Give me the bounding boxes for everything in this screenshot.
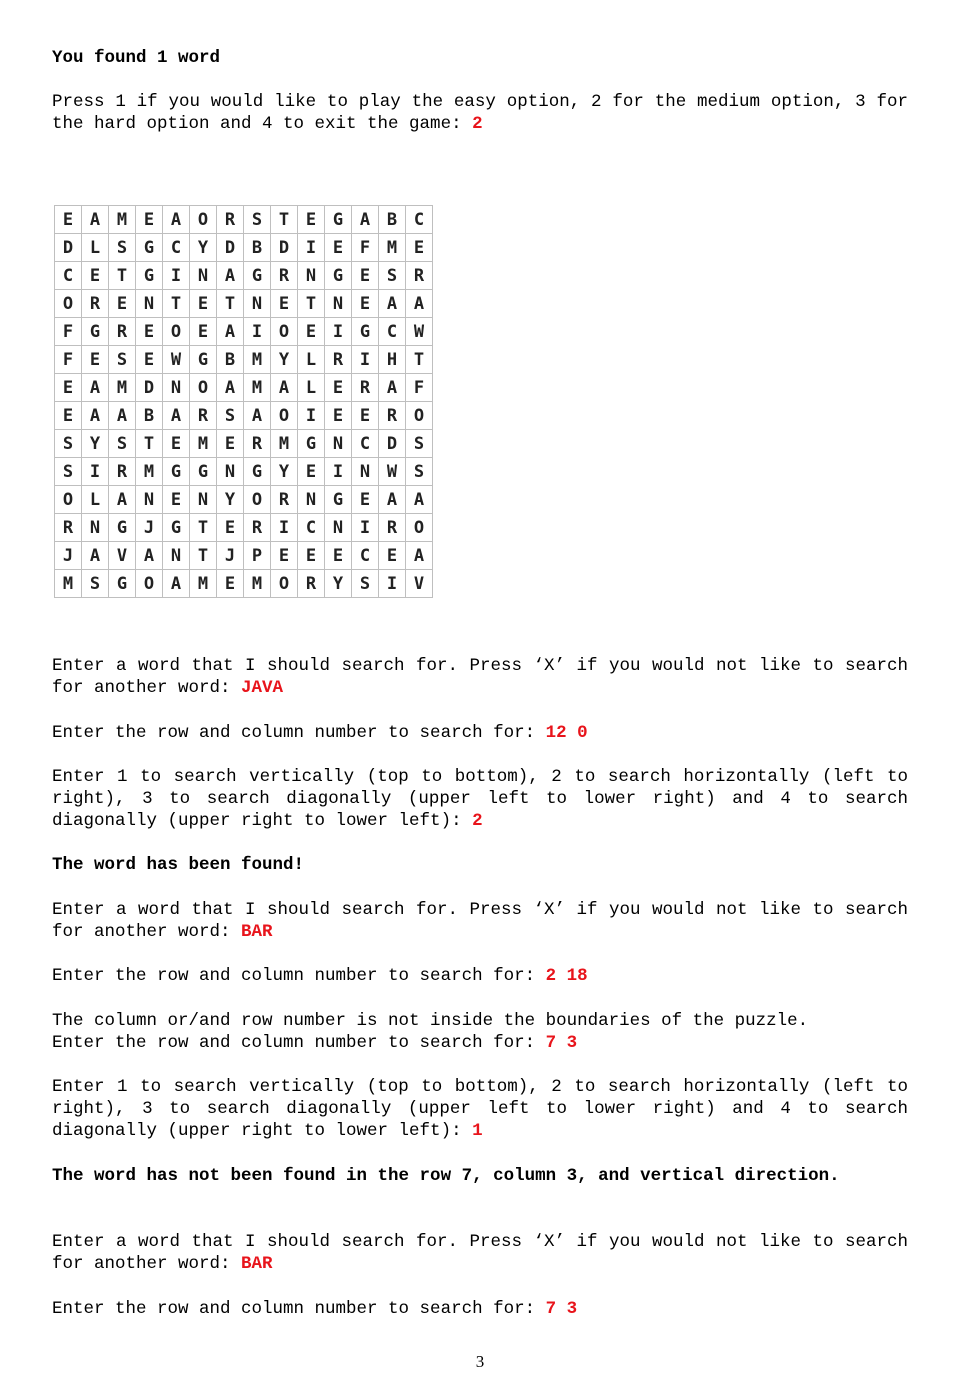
grid-cell: A: [406, 486, 433, 514]
grid-cell: S: [109, 346, 136, 374]
grid-cell: E: [55, 374, 82, 402]
grid-cell: J: [217, 542, 244, 570]
grid-cell: E: [190, 318, 217, 346]
grid-cell: S: [82, 570, 109, 598]
grid-cell: A: [163, 402, 190, 430]
grid-cell: O: [136, 570, 163, 598]
grid-cell: E: [406, 234, 433, 262]
rowcol-prompt-text: Enter the row and column number to search for:: [52, 1299, 546, 1319]
grid-cell: R: [325, 346, 352, 374]
grid-cell: G: [352, 318, 379, 346]
grid-cell: Y: [325, 570, 352, 598]
grid-cell: M: [136, 458, 163, 486]
grid-cell: Y: [190, 234, 217, 262]
grid-cell: N: [217, 458, 244, 486]
grid-cell: G: [163, 514, 190, 542]
grid-cell: S: [217, 402, 244, 430]
grid-cell: L: [82, 234, 109, 262]
direction-answer-2: 1: [472, 1121, 483, 1141]
grid-cell: E: [217, 514, 244, 542]
not-found-message: The word has not been found in the row 7, column 3, and vertical direction.: [52, 1166, 840, 1186]
grid-cell: Y: [82, 430, 109, 458]
grid-cell: Y: [271, 458, 298, 486]
grid-cell: R: [271, 262, 298, 290]
grid-cell: A: [163, 570, 190, 598]
grid-cell: S: [406, 458, 433, 486]
grid-cell: F: [55, 318, 82, 346]
grid-cell: N: [136, 290, 163, 318]
grid-cell: S: [55, 458, 82, 486]
direction-prompt-2: [52, 1076, 908, 1142]
grid-cell: G: [325, 486, 352, 514]
grid-cell: Y: [217, 486, 244, 514]
grid-cell: M: [244, 346, 271, 374]
grid-cell: R: [244, 514, 271, 542]
grid-cell: I: [271, 514, 298, 542]
grid-cell: O: [406, 402, 433, 430]
grid-cell: R: [271, 486, 298, 514]
page-number: 3: [475, 1352, 485, 1371]
grid-cell: N: [352, 458, 379, 486]
grid-row: [55, 374, 433, 402]
grid-cell: N: [298, 486, 325, 514]
menu-answer: 2: [472, 114, 483, 134]
grid-cell: E: [109, 290, 136, 318]
grid-cell: E: [217, 570, 244, 598]
grid-cell: E: [325, 374, 352, 402]
word-prompt-1: [52, 655, 908, 699]
grid-cell: A: [406, 290, 433, 318]
grid-cell: A: [379, 290, 406, 318]
grid-cell: S: [55, 430, 82, 458]
word-prompt-text: Enter a word that I should search for. Press ‘X’ if you would not like to search for another word:: [52, 900, 908, 942]
grid-cell: O: [244, 486, 271, 514]
grid-cell: G: [136, 234, 163, 262]
grid-cell: R: [379, 402, 406, 430]
grid-cell: E: [136, 346, 163, 374]
grid-row: [55, 262, 433, 290]
grid-cell: G: [163, 458, 190, 486]
grid-cell: I: [298, 402, 325, 430]
grid-cell: A: [379, 374, 406, 402]
grid-cell: A: [244, 402, 271, 430]
grid-cell: I: [325, 458, 352, 486]
grid-cell: R: [190, 402, 217, 430]
rowcol-prompt-4: [52, 1298, 908, 1320]
grid-cell: G: [190, 346, 217, 374]
grid-row: [55, 346, 433, 374]
grid-cell: E: [190, 290, 217, 318]
grid-cell: W: [163, 346, 190, 374]
rowcol-prompt-3: [52, 1032, 908, 1054]
found-count: You found 1 word: [52, 48, 221, 68]
grid-row: [55, 570, 433, 598]
grid-cell: N: [325, 514, 352, 542]
grid-cell: R: [406, 262, 433, 290]
grid-cell: L: [298, 346, 325, 374]
grid-cell: I: [244, 318, 271, 346]
grid-cell: E: [325, 542, 352, 570]
grid-row: [55, 402, 433, 430]
grid-cell: M: [190, 570, 217, 598]
grid-cell: T: [109, 262, 136, 290]
grid-cell: R: [109, 458, 136, 486]
grid-cell: S: [379, 262, 406, 290]
grid-cell: E: [352, 262, 379, 290]
grid-cell: O: [406, 514, 433, 542]
grid-cell: A: [109, 402, 136, 430]
grid-cell: W: [379, 458, 406, 486]
rowcol-answer-3: 7 3: [545, 1033, 578, 1053]
word-answer-2: BAR: [241, 922, 273, 942]
grid-cell: E: [352, 402, 379, 430]
rowcol-answer-2: 2 18: [545, 966, 588, 986]
grid-cell: O: [271, 402, 298, 430]
grid-cell: A: [82, 374, 109, 402]
grid-cell: R: [82, 290, 109, 318]
grid-cell: R: [109, 318, 136, 346]
grid-cell: E: [298, 542, 325, 570]
word-prompt-text: Enter a word that I should search for. Press ‘X’ if you would not like to search for another word:: [52, 656, 908, 698]
out-of-bounds-message: The column or/and row number is not inside the boundaries of the puzzle.: [52, 1011, 809, 1031]
grid-cell: E: [55, 402, 82, 430]
grid-cell: E: [136, 206, 163, 234]
grid-cell: G: [190, 458, 217, 486]
grid-cell: T: [163, 290, 190, 318]
grid-cell: G: [298, 430, 325, 458]
grid-cell: A: [406, 542, 433, 570]
grid-cell: T: [190, 542, 217, 570]
grid-cell: M: [55, 570, 82, 598]
grid-cell: C: [352, 430, 379, 458]
grid-cell: N: [298, 262, 325, 290]
out-of-bounds-block: [52, 1010, 908, 1054]
grid-cell: H: [379, 346, 406, 374]
grid-cell: R: [55, 514, 82, 542]
grid-cell: O: [190, 374, 217, 402]
rowcol-prompt-text: Enter the row and column number to search for:: [52, 966, 546, 986]
rowcol-prompt-text: Enter the row and column number to search for:: [52, 723, 546, 743]
rowcol-answer-4: 7 3: [545, 1299, 578, 1319]
grid-row: [55, 542, 433, 570]
grid-cell: N: [190, 486, 217, 514]
grid-cell: T: [271, 206, 298, 234]
grid-cell: L: [298, 374, 325, 402]
grid-cell: E: [271, 290, 298, 318]
grid-cell: E: [352, 290, 379, 318]
direction-answer-1: 2: [472, 811, 483, 831]
menu-prompt-text: Press 1 if you would like to play the easy option, 2 for the medium option, 3 for the hard option and 4 to exit the game:: [52, 92, 908, 134]
grid-cell: E: [298, 458, 325, 486]
grid-cell: R: [298, 570, 325, 598]
grid-cell: G: [325, 206, 352, 234]
grid-row: [55, 234, 433, 262]
grid-cell: D: [217, 234, 244, 262]
grid-cell: S: [406, 430, 433, 458]
grid-cell: S: [244, 206, 271, 234]
grid-cell: E: [298, 318, 325, 346]
grid-cell: O: [55, 486, 82, 514]
grid-cell: C: [55, 262, 82, 290]
grid-cell: R: [217, 206, 244, 234]
grid-cell: M: [379, 234, 406, 262]
grid-cell: W: [406, 318, 433, 346]
grid-cell: C: [163, 234, 190, 262]
grid-cell: S: [352, 570, 379, 598]
grid-row: [55, 206, 433, 234]
grid-cell: R: [352, 374, 379, 402]
grid-cell: E: [163, 430, 190, 458]
grid-cell: V: [109, 542, 136, 570]
grid-cell: C: [379, 318, 406, 346]
word-prompt-2: [52, 899, 908, 943]
grid-cell: M: [271, 430, 298, 458]
grid-cell: M: [244, 374, 271, 402]
rowcol-prompt-2: [52, 965, 908, 987]
grid-cell: G: [244, 458, 271, 486]
grid-cell: E: [325, 234, 352, 262]
grid-cell: E: [55, 206, 82, 234]
grid-cell: G: [109, 570, 136, 598]
grid-cell: T: [136, 430, 163, 458]
grid-cell: V: [406, 570, 433, 598]
grid-cell: D: [271, 234, 298, 262]
grid-cell: T: [217, 290, 244, 318]
grid-cell: J: [136, 514, 163, 542]
grid-cell: E: [82, 346, 109, 374]
grid-cell: M: [109, 374, 136, 402]
grid-cell: N: [190, 262, 217, 290]
grid-cell: M: [244, 570, 271, 598]
grid-cell: O: [163, 318, 190, 346]
grid-cell: A: [82, 402, 109, 430]
grid-cell: A: [217, 262, 244, 290]
grid-cell: O: [271, 570, 298, 598]
grid-cell: E: [217, 430, 244, 458]
grid-cell: B: [136, 402, 163, 430]
grid-cell: G: [109, 514, 136, 542]
grid-cell: E: [163, 486, 190, 514]
grid-row: [55, 458, 433, 486]
grid-cell: C: [352, 542, 379, 570]
grid-cell: L: [82, 486, 109, 514]
grid-cell: N: [244, 290, 271, 318]
grid-cell: I: [325, 318, 352, 346]
rowcol-prompt-1: [52, 722, 908, 744]
grid-cell: A: [163, 206, 190, 234]
grid-cell: N: [163, 542, 190, 570]
rowcol-answer-1: 12 0: [545, 723, 588, 743]
grid-cell: A: [217, 374, 244, 402]
grid-cell: M: [109, 206, 136, 234]
word-search-grid: [54, 205, 433, 598]
grid-row: [55, 430, 433, 458]
grid-cell: N: [163, 374, 190, 402]
grid-cell: A: [82, 542, 109, 570]
grid-cell: N: [82, 514, 109, 542]
grid-cell: D: [136, 374, 163, 402]
grid-cell: N: [325, 430, 352, 458]
grid-row: [55, 486, 433, 514]
grid-cell: G: [244, 262, 271, 290]
grid-cell: N: [325, 290, 352, 318]
grid-cell: I: [352, 346, 379, 374]
grid-cell: E: [271, 542, 298, 570]
grid-cell: I: [82, 458, 109, 486]
grid-cell: A: [136, 542, 163, 570]
grid-cell: C: [406, 206, 433, 234]
grid-cell: O: [271, 318, 298, 346]
grid-cell: R: [244, 430, 271, 458]
grid-cell: A: [82, 206, 109, 234]
grid-cell: B: [217, 346, 244, 374]
grid-cell: R: [379, 514, 406, 542]
grid-row: [55, 290, 433, 318]
grid-cell: D: [55, 234, 82, 262]
grid-cell: F: [352, 234, 379, 262]
word-prompt-3: [52, 1231, 908, 1275]
grid-cell: E: [136, 318, 163, 346]
grid-cell: F: [55, 346, 82, 374]
grid-cell: B: [379, 206, 406, 234]
grid-cell: E: [379, 542, 406, 570]
grid-row: [55, 514, 433, 542]
rowcol-prompt-text: Enter the row and column number to search for:: [52, 1033, 546, 1053]
grid-cell: T: [298, 290, 325, 318]
grid-cell: A: [271, 374, 298, 402]
grid-cell: I: [298, 234, 325, 262]
grid-cell: E: [298, 206, 325, 234]
grid-cell: Y: [271, 346, 298, 374]
found-message: The word has been found!: [52, 855, 305, 875]
grid-cell: S: [109, 430, 136, 458]
grid-cell: J: [55, 542, 82, 570]
grid-cell: E: [352, 486, 379, 514]
grid-cell: T: [406, 346, 433, 374]
grid-cell: C: [298, 514, 325, 542]
direction-prompt-text: Enter 1 to search vertically (top to bottom), 2 to search horizontally (left to right), 3 to search diagonally (upper left to lower right) and 4 to search diagonally (upper right to lower left):: [52, 767, 908, 831]
grid-cell: I: [379, 570, 406, 598]
grid-cell: E: [82, 262, 109, 290]
grid-cell: G: [325, 262, 352, 290]
grid-cell: B: [244, 234, 271, 262]
grid-cell: A: [109, 486, 136, 514]
grid-cell: I: [163, 262, 190, 290]
grid-cell: A: [379, 486, 406, 514]
word-answer-1: JAVA: [241, 678, 284, 698]
grid-cell: F: [406, 374, 433, 402]
grid-cell: S: [109, 234, 136, 262]
grid-cell: O: [190, 206, 217, 234]
grid-cell: A: [352, 206, 379, 234]
word-answer-3: BAR: [241, 1254, 273, 1274]
grid-cell: G: [136, 262, 163, 290]
grid-cell: I: [352, 514, 379, 542]
grid-cell: G: [82, 318, 109, 346]
grid-cell: N: [136, 486, 163, 514]
grid-cell: P: [244, 542, 271, 570]
grid-cell: A: [217, 318, 244, 346]
menu-prompt: [52, 91, 908, 135]
grid-cell: T: [190, 514, 217, 542]
grid-cell: M: [190, 430, 217, 458]
grid-cell: O: [55, 290, 82, 318]
word-prompt-text: Enter a word that I should search for. Press ‘X’ if you would not like to search for another word:: [52, 1232, 908, 1274]
direction-prompt-text: Enter 1 to search vertically (top to bottom), 2 to search horizontally (left to right), 3 to search diagonally (upper left to lower right) and 4 to search diagonally (upper right to lower left):: [52, 1077, 908, 1141]
grid-cell: D: [379, 430, 406, 458]
grid-cell: E: [325, 402, 352, 430]
direction-prompt-1: [52, 766, 908, 832]
grid-row: [55, 318, 433, 346]
